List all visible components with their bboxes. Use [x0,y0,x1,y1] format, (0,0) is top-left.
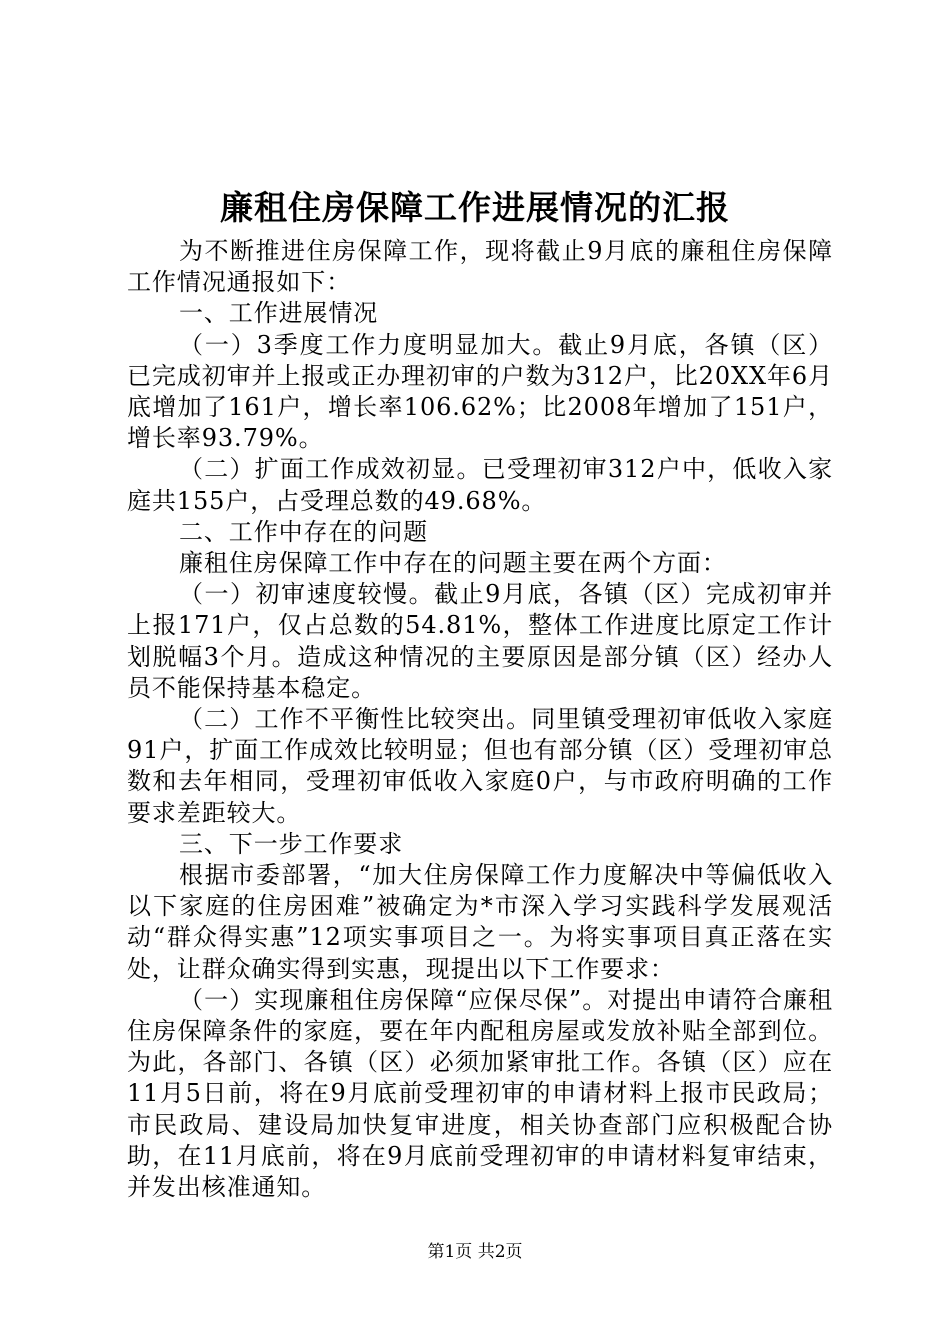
page-footer: 第1页 共2页 [427,1242,523,1262]
next-steps-paragraph-1: （一）实现廉租住房保障“应保尽保”。对提出申请符合廉租住房保障条件的家庭，要在年内配租房屋或发放补贴全部到位。为此，各部门、各镇（区）必须加紧审批工作。各镇（区）应在11月5日前，将在9月底前受理初审的申请材料上报市民政局；市民政局、建设局加快复审进度，相关协查部门应积极配合协助，在11月底前，将在9月底前受理初审的申请材料复审结束，并发出核准通知。 [127,985,833,1202]
progress-paragraph-1: （一）3季度工作力度明显加大。截止9月底，各镇（区）已完成初审并上报或正办理初审的户数为312户，比20XX年6月底增加了161户，增长率106.62%；比2008年增加了151户，增长率93.79%。 [127,330,833,453]
next-steps-intro-paragraph: 根据市委部署，“加大住房保障工作力度解决中等偏低收入以下家庭的住房困难”被确定为*市深入学习实践科学发展观活动“群众得实惠”12项实事项目之一。为将实事项目真正落在实处，让群众确实得到实惠，现提出以下工作要求： [127,861,833,983]
section-heading-problems: 二、工作中存在的问题 [179,517,428,546]
problems-paragraph-2: （二）工作不平衡性比较突出。同里镇受理初审低收入家庭91户，扩面工作成效比较明显；但也有部分镇（区）受理初审总数和去年相同，受理初审低收入家庭0户，与市政府明确的工作要求差距较大。 [127,705,833,827]
intro-paragraph: 为不断推进住房保障工作，现将截止9月底的廉租住房保障工作情况通报如下： [127,237,833,297]
document-title: 廉租住房保障工作进展情况的汇报 [220,188,730,227]
progress-paragraph-2: （二）扩面工作成效初显。已受理初审312户中，低收入家庭共155户，占受理总数的49.68%。 [127,455,833,515]
section-heading-progress: 一、工作进展情况 [179,299,379,328]
document-body [127,236,833,1203]
problems-paragraph-1: （一）初审速度较慢。截止9月底，各镇（区）完成初审并上报171户，仅占总数的54.81%，整体工作进度比原定工作计划脱幅3个月。造成这种情况的主要原因是部分镇（区）经办人员不能保持基本稳定。 [127,580,833,702]
problems-intro-paragraph: 廉租住房保障工作中存在的问题主要在两个方面： [179,549,727,578]
section-heading-next-steps: 三、下一步工作要求 [179,829,404,858]
